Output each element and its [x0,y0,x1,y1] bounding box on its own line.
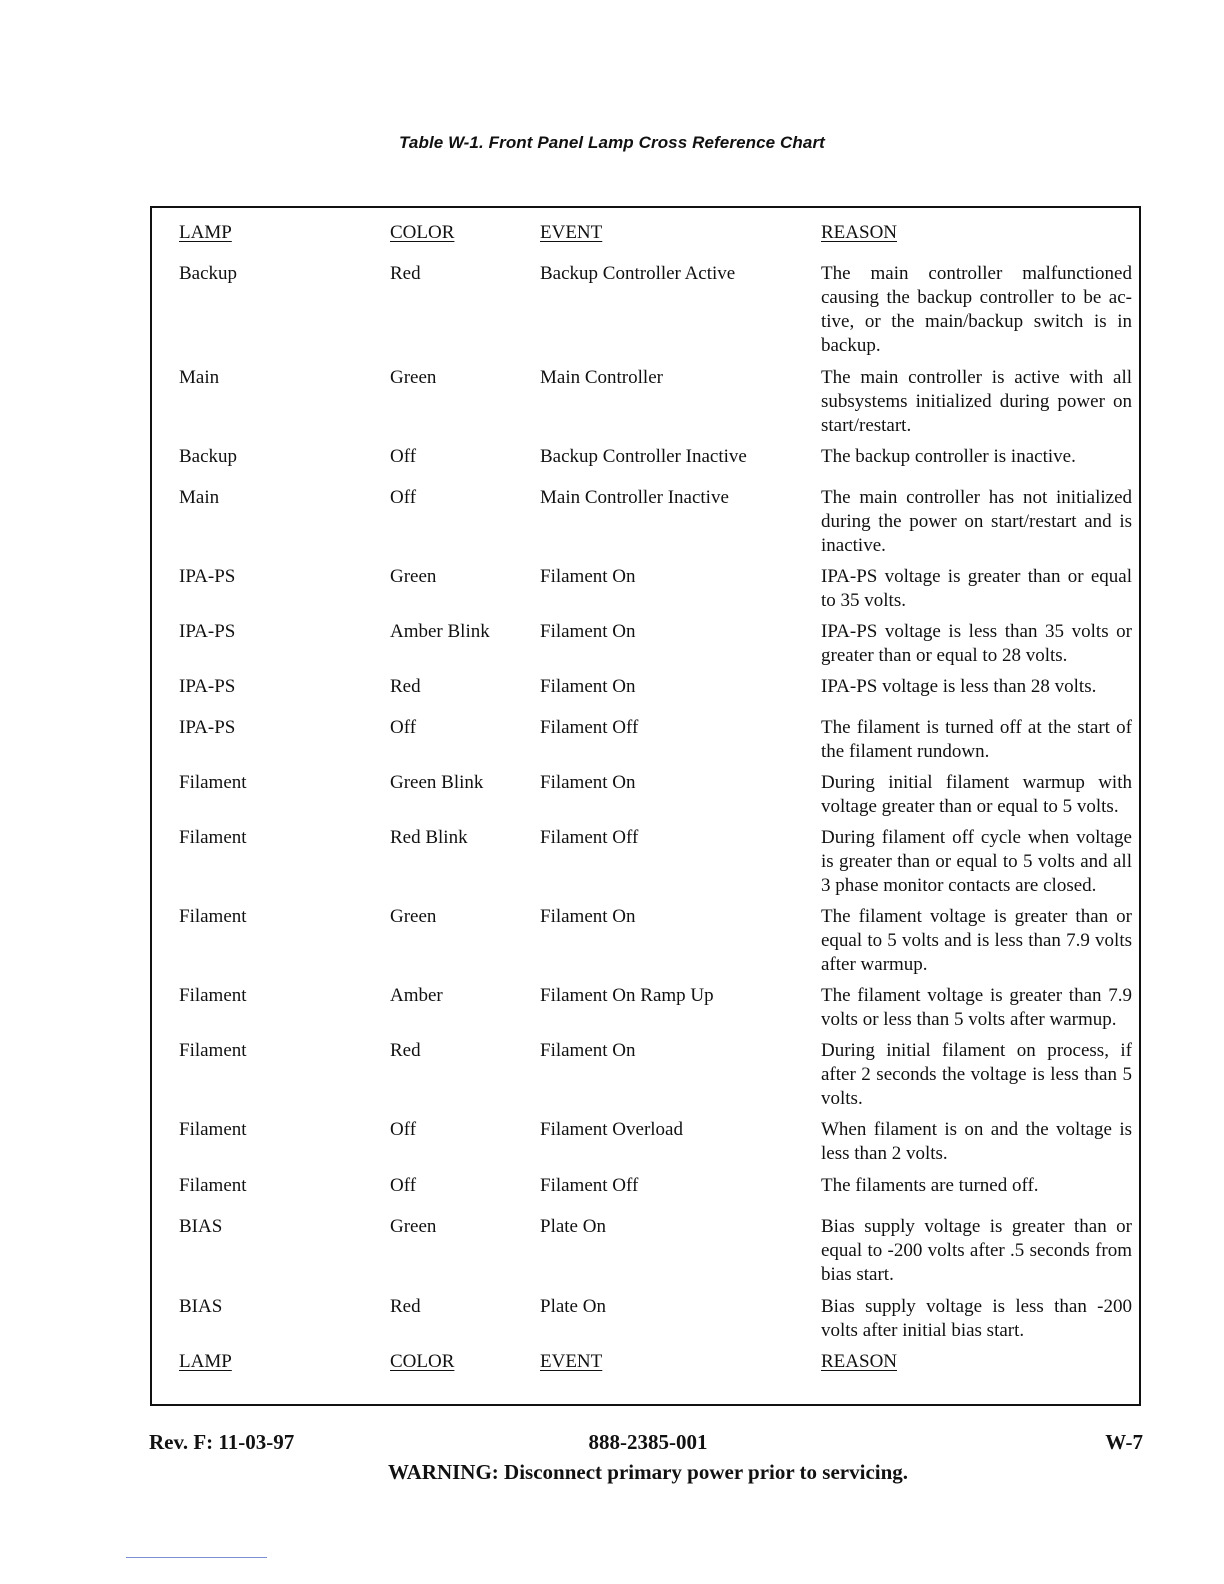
part-number: 888-2385-001 [588,1430,708,1454]
footer-header-reason: REASON [821,1351,898,1372]
cell-color: Green Blink [390,772,484,793]
cell-color: Red Blink [390,827,468,848]
cell-event: Filament On [540,1040,636,1061]
cell-lamp: BIAS [179,1296,223,1317]
cell-lamp: Filament [179,985,247,1006]
cell-event: Main Controller [540,367,663,388]
cell-color: Green [390,566,437,587]
cell-reason: The main controller is active with all subsystems initialized during power on start/restart. [821,367,1132,436]
cell-lamp: Filament [179,827,247,848]
cell-event: Filament On [540,566,636,587]
cell-color: Green [390,906,437,927]
cell-reason: The filament voltage is greater than or equal to 5 volts and is less than 7.9 volts after warmup. [821,906,1132,975]
cell-reason: When filament is on and the voltage is less than 2 volts. [821,1119,1132,1164]
cell-reason: Bias supply voltage is greater than or equal to -200 volts after .5 seconds from bias start. [821,1216,1132,1285]
cell-reason: IPA-PS voltage is greater than or equal to 35 volts. [821,566,1132,611]
cell-event: Filament Overload [540,1119,683,1140]
cell-lamp: IPA-PS [179,566,236,587]
cell-color: Red [390,676,421,697]
cell-color: Off [390,446,417,467]
cell-lamp: Backup [179,263,238,284]
cell-lamp: Filament [179,772,247,793]
cell-lamp: IPA-PS [179,676,236,697]
footer-header-color: COLOR [390,1351,455,1372]
cell-event: Filament On [540,906,636,927]
cell-event: Plate On [540,1216,606,1237]
cell-lamp: Main [179,487,220,508]
footer-header-event: EVENT [540,1351,603,1372]
cell-color: Amber [390,985,443,1006]
warning-notice: WARNING: Disconnect primary power prior to servicing. [387,1460,909,1484]
cell-reason: During filament off cycle when voltage is greater than or equal to 5 volts and all 3 phase monitor contacts are closed. [821,827,1132,896]
cell-event: Plate On [540,1296,606,1317]
cell-color: Off [390,487,417,508]
cell-event: Filament On Ramp Up [540,985,714,1006]
cell-event: Filament On [540,676,636,697]
lamp-reference-table [150,206,1141,1406]
cell-color: Off [390,1119,417,1140]
cell-reason: IPA-PS voltage is less than 28 volts. [821,676,1097,697]
cell-reason: During initial filament on process, if after 2 seconds the voltage is less than 5 volts. [821,1040,1132,1109]
header-color: COLOR [390,222,455,243]
cell-event: Filament Off [540,1175,639,1196]
cell-lamp: Filament [179,1040,247,1061]
cell-reason: The backup controller is inactive. [821,446,1076,467]
cell-reason: The filament is turned off at the start of the filament rundown. [821,717,1132,762]
page-number: W-7 [1105,1430,1143,1454]
cell-reason: The main controller has not initialized during the power on start/restart and is inactive. [821,487,1132,556]
cell-color: Amber Blink [390,621,490,642]
revision-label: Rev. F: 11-03-97 [149,1430,295,1454]
cell-lamp: IPA-PS [179,717,236,738]
cell-event: Filament On [540,621,636,642]
cell-color: Green [390,1216,437,1237]
header-lamp: LAMP [179,222,232,243]
cell-event: Backup Controller Active [540,263,736,284]
cell-lamp: Main [179,367,220,388]
cell-lamp: Backup [179,446,238,467]
cell-lamp: Filament [179,1119,247,1140]
cell-reason: IPA-PS voltage is less than 35 volts or greater than or equal to 28 volts. [821,621,1132,666]
cell-event: Filament On [540,772,636,793]
cell-lamp: Filament [179,906,247,927]
cell-color: Off [390,1175,417,1196]
cell-event: Backup Controller Inactive [540,446,747,467]
cell-color: Red [390,263,421,284]
table-caption: Table W-1. Front Panel Lamp Cross Reference Chart [399,133,825,152]
cell-event: Filament Off [540,717,639,738]
cell-lamp: IPA-PS [179,621,236,642]
cell-reason: During initial filament warmup with voltage greater than or equal to 5 volts. [821,772,1132,817]
cell-lamp: BIAS [179,1216,223,1237]
footer-header-lamp: LAMP [179,1351,232,1372]
cell-reason: The main controller malfunctioned causing the backup controller to be ac-tive, or the main/backup switch is in backup. [821,263,1132,356]
decorative-divider [126,1557,267,1558]
cell-event: Filament Off [540,827,639,848]
cell-color: Red [390,1040,421,1061]
cell-reason: Bias supply voltage is less than -200 volts after initial bias start. [821,1296,1132,1341]
cell-reason: The filament voltage is greater than 7.9 volts or less than 5 volts after warmup. [821,985,1132,1030]
cell-lamp: Filament [179,1175,247,1196]
cell-reason: The filaments are turned off. [821,1175,1039,1196]
header-reason: REASON [821,222,898,243]
cell-color: Off [390,717,417,738]
cell-color: Red [390,1296,421,1317]
header-event: EVENT [540,222,603,243]
cell-event: Main Controller Inactive [540,487,729,508]
cell-color: Green [390,367,437,388]
